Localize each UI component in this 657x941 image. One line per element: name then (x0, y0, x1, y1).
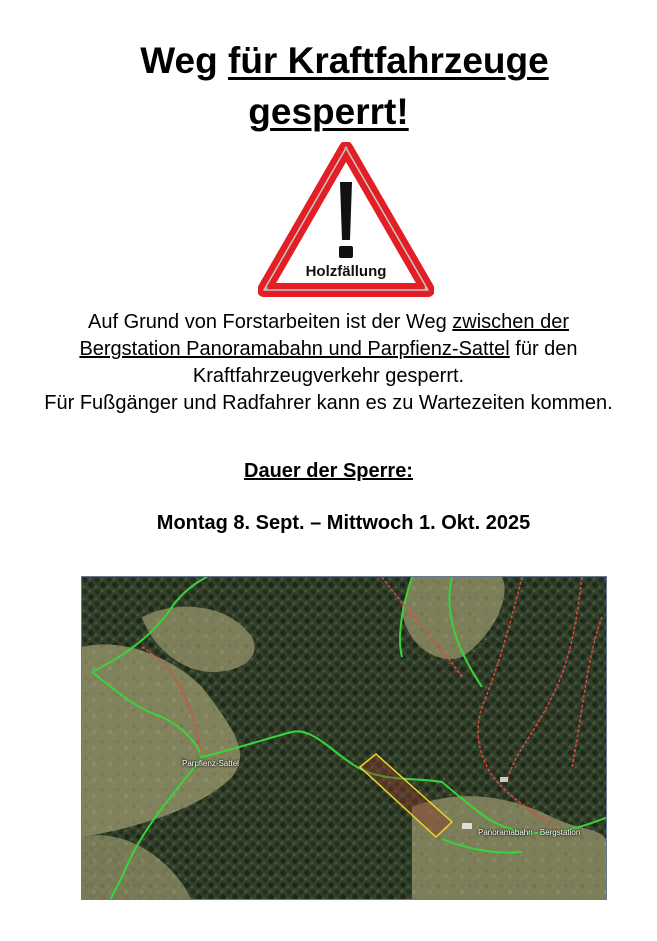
duration-heading: Dauer der Sperre: (244, 460, 413, 482)
duration-dates: Montag 8. Sept. – Mittwoch 1. Okt. 2025 (156, 512, 531, 534)
sign-label: Holzfällung (305, 263, 387, 280)
title-underlined: für Kraftfahrzeuge (228, 40, 549, 81)
warning-triangle-icon (258, 142, 434, 298)
notice-text: Auf Grund von Forstarbeiten ist der Weg zwischen der Bergstation Panoramabahn und Parpfienz-Sattel für den Kraftfahrzeugverkehr gesperrt. Für Fußgänger und Radfahrer kann es zu Wartezeiten kommen. (44, 311, 613, 414)
page-title-line2: gesperrt! (248, 91, 409, 132)
notice-line2: Für Fußgänger und Radfahrer kann es zu Wartezeiten kommen. (44, 392, 613, 414)
page-title: Weg für Kraftfahrzeuge (140, 40, 549, 81)
aerial-map (81, 576, 607, 900)
map-label-bergstation: Panoramabahn - Bergstation (478, 828, 581, 837)
map-label-sattel: Parpfienz-Sattel (182, 759, 239, 768)
notice-route-underlined: zwischen der Bergstation Panoramabahn und Parpfienz-Sattel (79, 311, 569, 360)
